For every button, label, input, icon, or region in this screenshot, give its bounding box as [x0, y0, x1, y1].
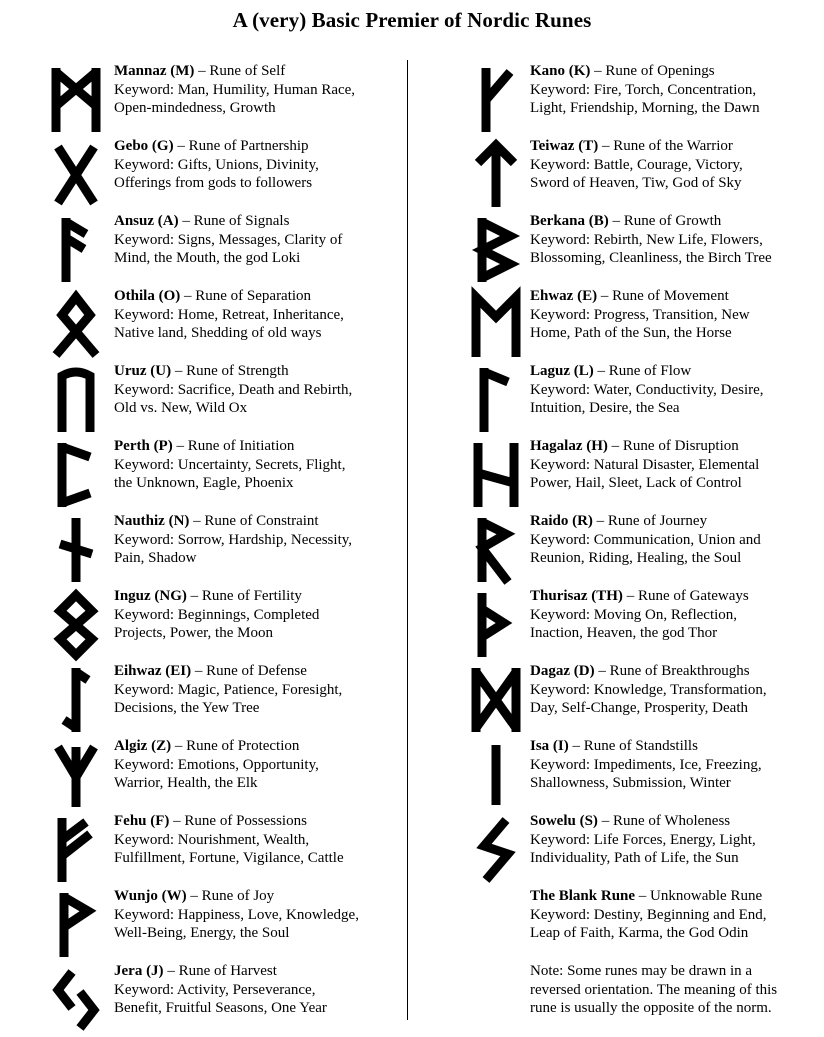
rune-entry [40, 512, 400, 587]
dash-separator: – [593, 363, 609, 379]
rune-description [114, 212, 342, 268]
mannaz-rune-icon [40, 62, 112, 137]
rune-keyword-line: Intuition, Desire, the Sea [530, 400, 680, 417]
dash-separator: – [194, 63, 210, 79]
rune-entry [460, 587, 820, 662]
dash-separator: – [186, 888, 202, 904]
dash-separator: – [590, 63, 606, 79]
rune-keyword-line: Native land, Shedding of old ways [114, 325, 322, 342]
rune-entry [40, 437, 400, 512]
fehu-rune-icon [40, 812, 112, 887]
dash-separator: – [635, 888, 651, 904]
rune-description [114, 737, 319, 793]
rune-name: Teiwaz (T) [530, 138, 599, 154]
page-title: A (very) Basic Premier of Nordic Runes [232, 8, 592, 32]
rune-description [530, 887, 767, 943]
note-line: reversed orientation. The meaning of this [530, 981, 778, 998]
rune-name: Algiz (Z) [114, 738, 172, 754]
rune-name: Jera (J) [114, 963, 164, 979]
rune-description [530, 662, 767, 718]
rune-keyword-line: Well-Being, Energy, the Soul [114, 925, 290, 942]
rune-description [114, 62, 355, 118]
dash-separator: – [171, 363, 187, 379]
dash-separator: – [622, 588, 638, 604]
rune-meaning: Rune of Partnership [188, 138, 309, 154]
rune-meaning: Rune of the Warrior [613, 138, 733, 154]
rune-description [114, 512, 352, 568]
rune-keyword-line: Shallowness, Submission, Winter [530, 775, 731, 792]
rune-keyword-line: Projects, Power, the Moon [114, 625, 273, 642]
rune-keyword-line: Keyword: Man, Humility, Human Race, [114, 81, 356, 98]
rune-keyword-line: Open-mindedness, Growth [114, 100, 276, 117]
gebo-rune-icon [40, 137, 112, 212]
dash-separator: – [172, 438, 188, 454]
rune-entry [460, 887, 820, 962]
dash-separator: – [568, 738, 584, 754]
rune-name: Raido (R) [530, 513, 593, 529]
uruz-rune-icon [40, 362, 112, 437]
rune-description [114, 287, 344, 343]
rune-meaning: Rune of Wholeness [612, 813, 731, 829]
rune-description [114, 812, 344, 868]
rune-entry [460, 437, 820, 512]
sowelu-rune-icon [460, 812, 532, 887]
rune-description [530, 62, 760, 118]
teiwaz-rune-icon [460, 137, 532, 212]
berkana-rune-icon [460, 212, 532, 287]
dagaz-rune-icon [460, 662, 532, 737]
rune-name: Wunjo (W) [114, 888, 187, 904]
ehwaz-rune-icon [460, 287, 532, 362]
rune-entry [460, 812, 820, 887]
rune-entry [460, 287, 820, 362]
rune-keyword-line: Keyword: Water, Conductivity, Desire, [530, 381, 764, 398]
rune-meaning: Rune of Fertility [201, 588, 302, 604]
rune-entry [460, 362, 820, 437]
rune-meaning: Rune of Signals [193, 213, 290, 229]
rune-meaning: Rune of Breakthroughs [609, 663, 750, 679]
laguz-rune-icon [460, 362, 532, 437]
rune-meaning: Rune of Protection [186, 738, 300, 754]
rune-name: Othila (O) [114, 288, 181, 304]
rune-description [114, 962, 327, 1018]
rune-description [114, 362, 352, 418]
rune-meaning: Rune of Harvest [178, 963, 277, 979]
rune-keyword-line: Light, Friendship, Morning, the Dawn [530, 100, 760, 117]
rune-meaning: Rune of Possessions [184, 813, 307, 829]
rune-entry [460, 737, 820, 812]
rune-keyword-line: Keyword: Happiness, Love, Knowledge, [114, 906, 359, 923]
rune-meaning: Rune of Gateways [637, 588, 749, 604]
rune-keyword-line: Keyword: Natural Disaster, Elemental [530, 456, 760, 473]
rune-keyword-line: Reunion, Riding, Healing, the Soul [530, 550, 742, 567]
rune-name: Mannaz (M) [114, 63, 195, 79]
rune-description [530, 137, 743, 193]
kano-rune-icon [460, 62, 532, 137]
rune-keyword-line: Keyword: Rebirth, New Life, Flowers, [530, 231, 763, 248]
dash-separator: – [180, 288, 196, 304]
rune-keyword-line: Fulfillment, Fortune, Vigilance, Cattle [114, 850, 344, 867]
rune-name: Ansuz (A) [114, 213, 179, 229]
rune-description [114, 587, 319, 643]
rune-keyword-line: Keyword: Nourishment, Wealth, [114, 831, 310, 848]
rune-description [114, 437, 345, 493]
dash-separator: – [186, 588, 202, 604]
rune-name: Berkana (B) [530, 213, 609, 229]
rune-description [530, 362, 764, 418]
rune-name: Thurisaz (TH) [530, 588, 623, 604]
rune-meaning: Rune of Initiation [187, 438, 295, 454]
rune-keyword-line: Sword of Heaven, Tiw, God of Sky [530, 175, 742, 192]
rune-description [530, 512, 761, 568]
rune-keyword-line: Keyword: Moving On, Reflection, [530, 606, 738, 623]
raido-rune-icon [460, 512, 532, 587]
rune-keyword-line: Keyword: Impediments, Ice, Freezing, [530, 756, 762, 773]
rune-description [530, 587, 749, 643]
perth-rune-icon [40, 437, 112, 512]
right-rune-column [460, 62, 820, 1037]
rune-keyword-line: Keyword: Life Forces, Energy, Light, [530, 831, 756, 848]
rune-keyword-line: Keyword: Gifts, Unions, Divinity, [114, 156, 319, 173]
dash-separator: – [178, 213, 194, 229]
ansuz-rune-icon [40, 212, 112, 287]
orientation-note [530, 962, 810, 1018]
thurisaz-rune-icon [460, 587, 532, 662]
rune-entry [40, 887, 400, 962]
rune-description [530, 437, 759, 493]
rune-name: Gebo (G) [114, 138, 174, 154]
dash-separator: – [189, 513, 205, 529]
hagalaz-rune-icon [460, 437, 532, 512]
rune-description [530, 812, 756, 868]
rune-name: Eihwaz (EI) [114, 663, 192, 679]
rune-keyword-line: Mind, the Mouth, the god Loki [114, 250, 301, 267]
rune-entry [40, 287, 400, 362]
rune-keyword-line: Benefit, Fruitful Seasons, One Year [114, 1000, 327, 1017]
algiz-rune-icon [40, 737, 112, 812]
dash-separator: – [594, 663, 610, 679]
rune-description [530, 212, 772, 268]
note-line: Note: Some runes may be drawn in a [530, 963, 753, 979]
dash-separator: – [608, 213, 624, 229]
rune-description [114, 887, 359, 943]
rune-meaning: Unknowable Rune [650, 888, 763, 904]
note-line: rune is usually the opposite of the norm. [530, 1000, 772, 1017]
rune-keyword-line: Keyword: Emotions, Opportunity, [114, 756, 319, 773]
jera-rune-icon [40, 962, 112, 1037]
rune-keyword-line: Keyword: Fire, Torch, Concentration, [530, 81, 757, 98]
rune-keyword-line: the Unknown, Eagle, Phoenix [114, 475, 294, 492]
dash-separator: – [191, 663, 207, 679]
rune-keyword-line: Keyword: Progress, Transition, New [530, 306, 750, 323]
rune-keyword-line: Leap of Faith, Karma, the God Odin [530, 925, 749, 942]
rune-keyword-line: Offerings from gods to followers [114, 175, 313, 192]
rune-entry [460, 212, 820, 287]
rune-keyword-line: Individuality, Path of Life, the Sun [530, 850, 739, 867]
rune-name: Dagaz (D) [530, 663, 595, 679]
rune-keyword-line: Keyword: Magic, Patience, Foresight, [114, 681, 343, 698]
rune-keyword-line: Keyword: Home, Retreat, Inheritance, [114, 306, 344, 323]
rune-name: Sowelu (S) [530, 813, 598, 829]
dash-separator: – [592, 513, 608, 529]
rune-name: Laguz (L) [530, 363, 594, 379]
rune-entry [460, 662, 820, 737]
rune-keyword-line: Keyword: Activity, Perseverance, [114, 981, 316, 998]
rune-name: Fehu (F) [114, 813, 170, 829]
isa-rune-icon [460, 737, 532, 812]
nauthiz-rune-icon [40, 512, 112, 587]
rune-name: Isa (I) [530, 738, 569, 754]
rune-name: Ehwaz (E) [530, 288, 598, 304]
rune-keyword-line: Keyword: Destiny, Beginning and End, [530, 906, 767, 923]
rune-keyword-line: Keyword: Sorrow, Hardship, Necessity, [114, 531, 353, 548]
rune-description [530, 287, 750, 343]
rune-meaning: Rune of Growth [623, 213, 722, 229]
rune-description [530, 737, 762, 793]
rune-meaning: Rune of Flow [608, 363, 692, 379]
rune-keyword-line: Keyword: Battle, Courage, Victory, [530, 156, 743, 173]
rune-entry [40, 137, 400, 212]
rune-keyword-line: Keyword: Beginnings, Completed [114, 606, 320, 623]
rune-entry [40, 662, 400, 737]
rune-meaning: Rune of Movement [612, 288, 729, 304]
rune-entry [460, 62, 820, 137]
dash-separator: – [607, 438, 623, 454]
rune-meaning: Rune of Disruption [622, 438, 739, 454]
rune-keyword-line: Power, Hail, Sleet, Lack of Control [530, 475, 742, 492]
rune-entry [40, 962, 400, 1037]
dash-separator: – [598, 138, 614, 154]
rune-keyword-line: Pain, Shadow [114, 550, 197, 567]
rune-keyword-line: Keyword: Sacrifice, Death and Rebirth, [114, 381, 353, 398]
rune-meaning: Rune of Journey [607, 513, 708, 529]
dash-separator: – [163, 963, 179, 979]
rune-keyword-line: Blossoming, Cleanliness, the Birch Tree [530, 250, 772, 267]
rune-entry [460, 137, 820, 212]
rune-meaning: Rune of Joy [201, 888, 275, 904]
rune-keyword-line: Keyword: Knowledge, Transformation, [530, 681, 767, 698]
rune-entry [40, 812, 400, 887]
rune-name: Inguz (NG) [114, 588, 187, 604]
rune-entry [40, 212, 400, 287]
rune-description [114, 662, 342, 718]
dash-separator: – [173, 138, 189, 154]
column-divider [407, 60, 408, 1020]
rune-keyword-line: Home, Path of the Sun, the Horse [530, 325, 732, 342]
rune-name: The Blank Rune [530, 888, 636, 904]
rune-keyword-line: Decisions, the Yew Tree [114, 700, 260, 717]
rune-name: Perth (P) [114, 438, 173, 454]
rune-entry [40, 62, 400, 137]
rune-keyword-line: Day, Self-Change, Prosperity, Death [530, 700, 748, 717]
rune-description [114, 137, 319, 193]
rune-name: Uruz (U) [114, 363, 172, 379]
rune-entry [40, 587, 400, 662]
rune-keyword-line: Old vs. New, Wild Ox [114, 400, 248, 417]
rune-meaning: Rune of Standstills [583, 738, 698, 754]
rune-meaning: Rune of Constraint [204, 513, 319, 529]
dash-separator: – [169, 813, 185, 829]
rune-name: Nauthiz (N) [114, 513, 190, 529]
dash-separator: – [597, 288, 613, 304]
rune-keyword-line: Keyword: Signs, Messages, Clarity of [114, 231, 343, 248]
rune-meaning: Rune of Openings [605, 63, 715, 79]
rune-entry [40, 737, 400, 812]
rune-meaning: Rune of Strength [186, 363, 289, 379]
rune-meaning: Rune of Defense [206, 663, 307, 679]
rune-name: Hagalaz (H) [530, 438, 608, 454]
wunjo-rune-icon [40, 887, 112, 962]
blank-rune-icon [460, 887, 532, 962]
rune-keyword-line: Keyword: Uncertainty, Secrets, Flight, [114, 456, 346, 473]
rune-entry [460, 512, 820, 587]
dash-separator: – [171, 738, 187, 754]
rune-name: Kano (K) [530, 63, 591, 79]
rune-entry [40, 362, 400, 437]
rune-keyword-line: Keyword: Communication, Union and [530, 531, 761, 548]
eihwaz-rune-icon [40, 662, 112, 737]
rune-meaning: Rune of Self [209, 63, 286, 79]
inguz-rune-icon [40, 587, 112, 662]
rune-keyword-line: Warrior, Health, the Elk [114, 775, 258, 792]
othila-rune-icon [40, 287, 112, 362]
rune-keyword-line: Inaction, Heaven, the god Thor [530, 625, 718, 642]
note-block [460, 962, 820, 1037]
left-rune-column [40, 62, 400, 1037]
dash-separator: – [597, 813, 613, 829]
rune-meaning: Rune of Separation [195, 288, 312, 304]
